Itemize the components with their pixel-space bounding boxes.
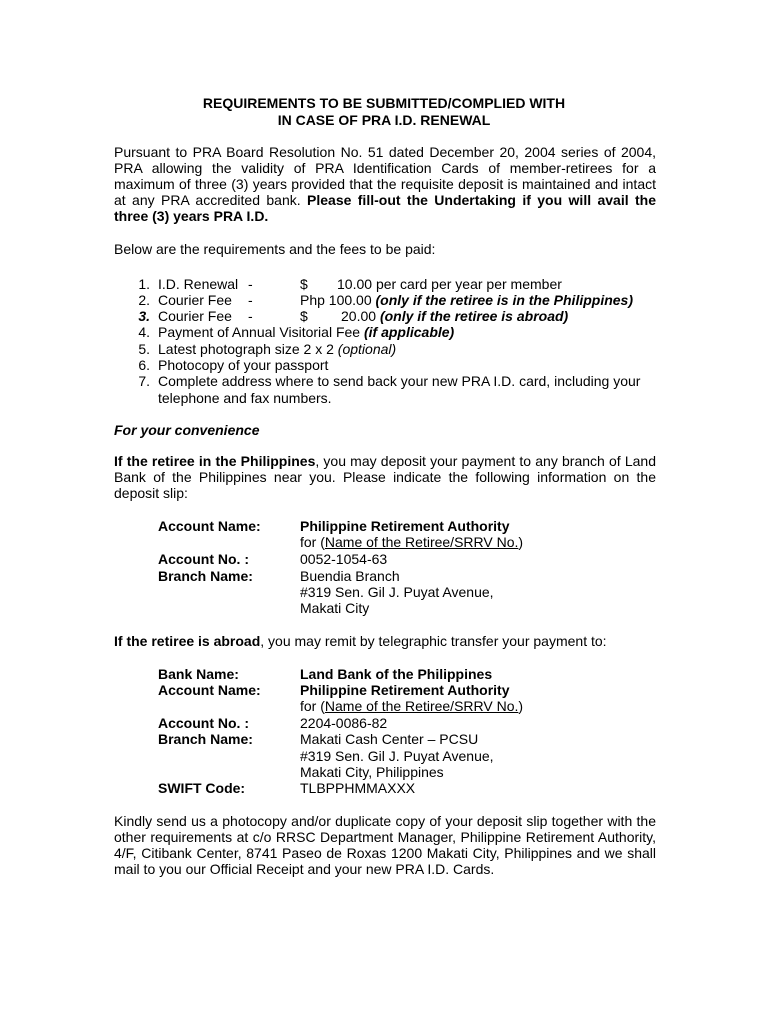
requirement-text-line2: telephone and fax numbers.: [158, 390, 332, 406]
account-no-value: 0052-1054-63: [300, 551, 388, 567]
requirement-fee: Php 100.00 (only if the retiree is in the Philippines): [300, 292, 633, 308]
requirement-label: Courier Fee: [158, 308, 232, 324]
document-title-line2: IN CASE OF PRA I.D. RENEWAL: [277, 112, 491, 128]
document-title-line1: REQUIREMENTS TO BE SUBMITTED/COMPLIED WITH: [202, 95, 566, 111]
requirement-dash: -: [248, 276, 253, 292]
requirement-currency: $: [300, 276, 308, 292]
intro-bold-notice: Please fill-out the Undertaking if you will avail the three (3) years PRA I.D.: [114, 192, 657, 224]
account-no-label: Account No. :: [158, 551, 249, 567]
branch-name-line2: #319 Sen. Gil J. Puyat Avenue,: [300, 584, 494, 600]
branch-name-label: Branch Name:: [158, 731, 253, 747]
bank-name-value: Land Bank of the Philippines: [300, 666, 493, 682]
requirement-label: Courier Fee: [158, 292, 232, 308]
requirements-intro: Below are the requirements and the fees to be paid:: [114, 241, 436, 257]
convenience-heading: For your convenience: [114, 422, 260, 438]
requirement-dash: -: [248, 308, 253, 324]
swift-code-value: TLBPPHMMAXXX: [300, 780, 416, 796]
list-number: 2.: [138, 292, 150, 308]
requirement-text: Photocopy of your passport: [158, 357, 329, 373]
account-name-for: for (Name of the Retiree/SRRV No.): [300, 534, 524, 550]
account-name-label: Account Name:: [158, 518, 261, 534]
account-name-value: Philippine Retirement Authority: [300, 682, 510, 698]
account-name-label: Account Name:: [158, 682, 261, 698]
requirement-text-line1: Complete address where to send back your new PRA I.D. card, including your: [158, 373, 641, 389]
branch-name-line3: Makati City: [300, 600, 370, 616]
swift-code-label: SWIFT Code:: [158, 780, 246, 796]
branch-name-label: Branch Name:: [158, 568, 253, 584]
requirement-fee: 20.00 (only if the retiree is abroad): [341, 308, 569, 324]
account-no-value: 2204-0086-82: [300, 715, 388, 731]
list-number: 5.: [138, 341, 150, 357]
philippines-bold: If the retiree in the Philippines: [114, 453, 316, 469]
abroad-bold: If the retiree is abroad: [114, 633, 261, 649]
bank-name-label: Bank Name:: [158, 666, 239, 682]
requirement-dash: -: [248, 292, 253, 308]
requirement-fee: 10.00 per card per year per member: [337, 276, 562, 292]
branch-name-line1: Buendia Branch: [300, 568, 400, 584]
account-no-label: Account No. :: [158, 715, 249, 731]
list-number: 4.: [138, 324, 150, 340]
abroad-text: , you may remit by telegraphic transfer your payment to:: [260, 633, 607, 649]
requirement-label: I.D. Renewal: [158, 276, 239, 292]
list-number: 1.: [138, 276, 150, 292]
requirement-currency: $: [300, 308, 308, 324]
philippines-paragraph: [114, 453, 656, 501]
requirement-text: Latest photograph size 2 x 2 (optional): [158, 341, 397, 357]
intro-paragraph: [114, 144, 656, 224]
list-number: 3.: [138, 308, 150, 324]
closing-paragraph: Kindly send us a photocopy and/or duplicate copy of your deposit slip together with the other requirements at c/o RRSC Department Manager, Philippine Retirement Authority, 4/F, Citibank Center, 8741 Paseo de Roxas 1200 Makati City, Philippines and we shall mail to you our Official Receipt and your new PRA I.D. Cards.: [114, 813, 656, 877]
branch-name-line3: Makati City, Philippines: [300, 764, 444, 780]
requirement-text: Payment of Annual Visitorial Fee (if applicable): [158, 324, 455, 340]
account-name-for: for (Name of the Retiree/SRRV No.): [300, 698, 524, 714]
intro-text: Pursuant to PRA Board Resolution No. 51 dated December 20, 2004 series of 2004, PRA allowing the validity of PRA Identification Cards of member-retirees for a maximum of three (3) years provided that the requisite deposit is maintained and intact at any PRA accredited bank.: [114, 144, 656, 208]
branch-name-line1: Makati Cash Center – PCSU: [300, 731, 479, 747]
list-number: 7.: [138, 373, 150, 389]
branch-name-line2: #319 Sen. Gil J. Puyat Avenue,: [300, 748, 494, 764]
philippines-text: , you may deposit your payment to any branch of Land Bank of the Philippines near you. Please indicate the following information on the deposit slip:: [114, 453, 656, 501]
account-name-value: Philippine Retirement Authority: [300, 518, 510, 534]
list-number: 6.: [138, 357, 150, 373]
abroad-paragraph: [114, 633, 656, 649]
